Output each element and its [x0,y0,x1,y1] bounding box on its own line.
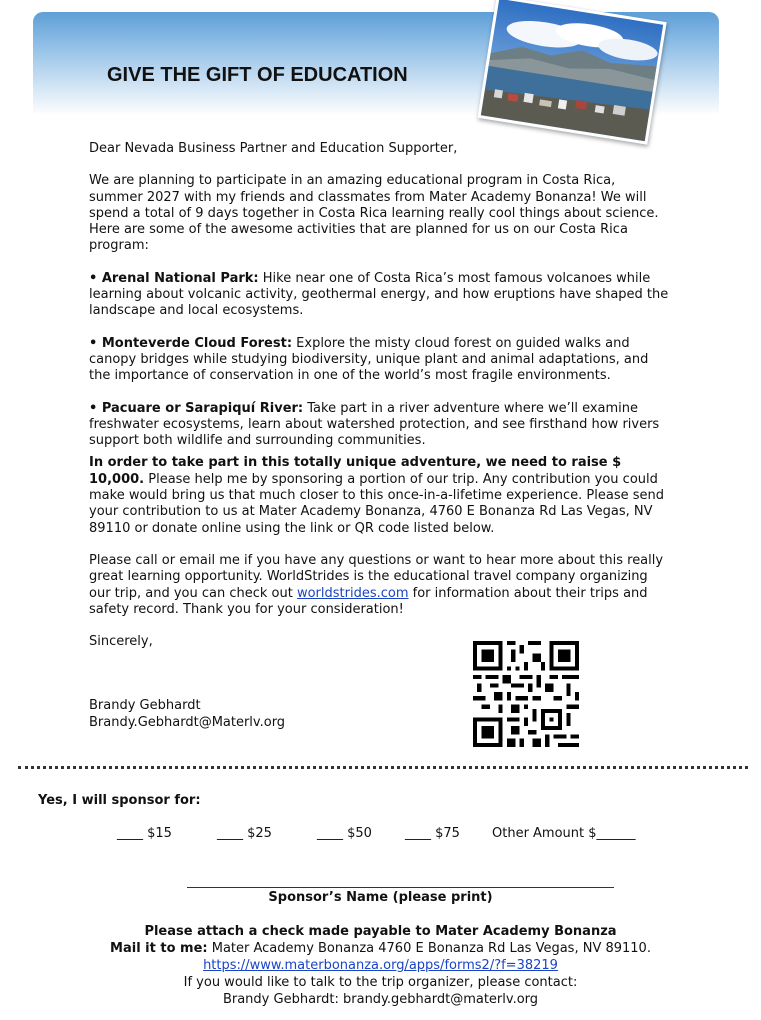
sponsor-name-label: Sponsor’s Name (please print) [268,890,493,905]
page-title: GIVE THE GIFT OF EDUCATION [107,64,408,86]
mail-line [0,940,761,957]
option-15[interactable]: ____ $15 [117,826,172,841]
closing: Sincerely, [89,634,153,650]
fundraising-text: Please help me by sponsoring a portion of our trip. Any contribution you could make would bring us that much closer to this once-in-a-lifetime experience. Please send your contribution to us at Mater Academy Bonanza, 4760 E Bonanza Rd Las Vegas, NV 89110 or donate online using the link or QR code listed below. [89,471,665,536]
organizer-contact-prompt: If you would like to talk to the trip organizer, please contact: [183,975,578,990]
activity-text: Hike near one of Costa Rica’s most famous volcanoes while learning about volcanic activity, geothermal energy, and how eruptions have shaped the landscape and local ecosystems. [89,270,669,319]
organizer-contact: Brandy Gebhardt: brandy.gebhardt@materlv.org [222,992,539,1007]
contact-text-end: for information about their trips and safety record. Thank you for your consideration! [89,585,648,617]
activity-title: • Monteverde Cloud Forest: [89,335,293,351]
activity-monteverde [89,336,669,385]
option-other-amount[interactable]: Other Amount $______ [492,826,636,841]
qr-code[interactable] [473,641,579,747]
letter-body [89,141,669,731]
activity-title: • Pacuare or Sarapiquí River: [89,400,304,416]
signer-email: Brandy.Gebhardt@Materlv.org [89,714,286,730]
intro-paragraph: We are planning to participate in an amazing educational program in Costa Rica, summer 2027 with my friends and classmates from Mater Academy Bonanza! We will spend a total of 9 days together in Costa Rica learning really cool things about science. Here are some of the awesome activities that are planned for us on our Costa Rica program: [89,173,659,254]
footer [0,923,761,1008]
signer-name: Brandy Gebhardt [89,698,201,714]
donation-form-link[interactable]: https://www.materbonanza.org/apps/forms2/?f=38219 [203,958,558,973]
cut-line-divider [18,766,748,769]
activity-title: • Arenal National Park: [89,270,259,286]
check-instructions: Please attach a check made payable to Mater Academy Bonanza [144,924,617,939]
landscape-photo [477,0,666,145]
activity-text: Take part in a river adventure where we’ll examine freshwater ecosystems, learn about watershed protection, and see firsthand how rivers support both wildlife and surrounding communities. [89,400,660,449]
mail-address: Mater Academy Bonanza 4760 E Bonanza Rd Las Vegas, NV 89110. [207,941,651,956]
option-25[interactable]: ____ $25 [217,826,272,841]
mail-label: Mail it to me: [110,941,208,956]
activity-text: Explore the misty cloud forest on guided walks and canopy bridges while studying biodiversity, unique plant and animal adaptations, and the importance of conservation in one of the world’s most fragile environments. [89,335,649,384]
greeting: Dear Nevada Business Partner and Education Supporter, [89,141,458,156]
option-50[interactable]: ____ $50 [317,826,372,841]
option-75[interactable]: ____ $75 [405,826,460,841]
contact-text: Please call or email me if you have any questions or want to hear more about this really great learning opportunity. WorldStrides is the educational travel company organizing our trip, and you can check out [89,552,664,601]
worldstrides-link[interactable]: worldstrides.com [296,585,409,601]
sponsor-name-line[interactable] [187,887,614,888]
activity-arenal [89,271,669,320]
contact-paragraph [89,553,669,618]
activity-river [89,401,669,450]
fundraising-goal: In order to take part in this totally unique adventure, we need to raise $ 10,000. [89,455,622,487]
sponsor-prompt: Yes, I will sponsor for: [38,793,201,808]
fundraising-paragraph [89,455,669,536]
